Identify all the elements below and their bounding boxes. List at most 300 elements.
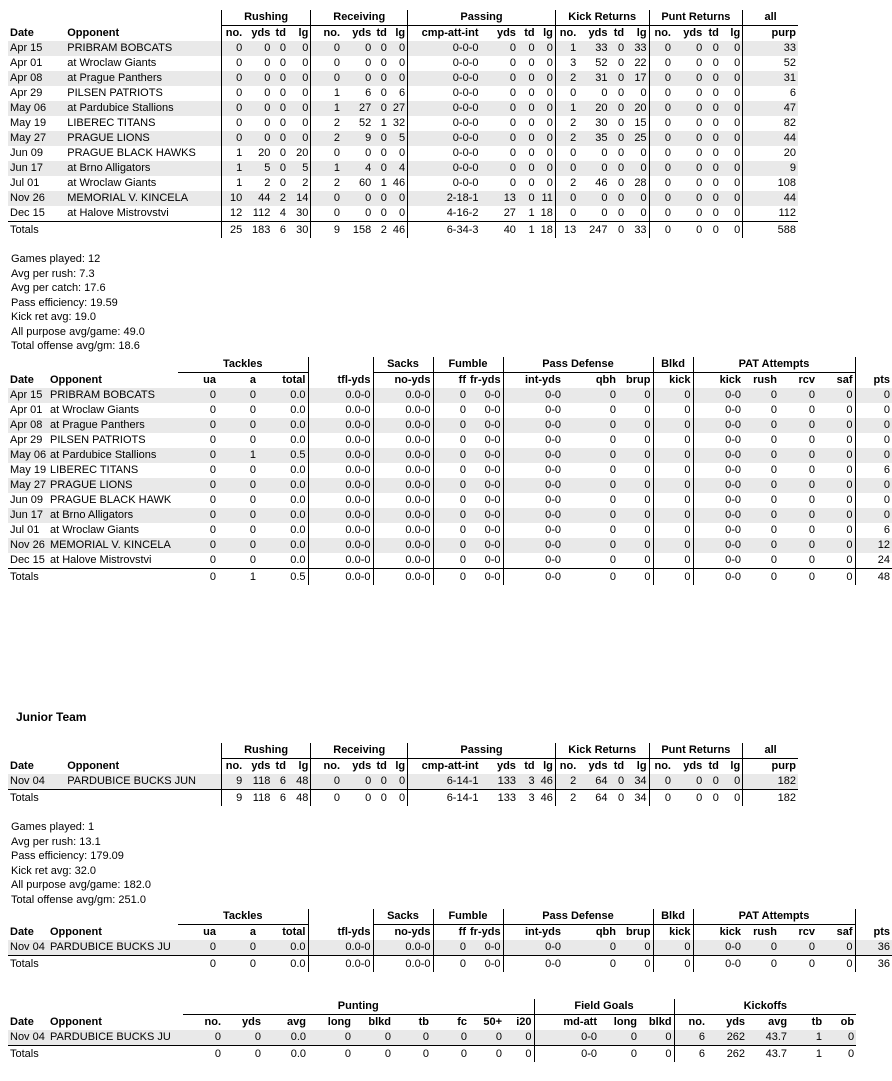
table-row: [8, 206, 798, 222]
totals-cell: 0: [770, 958, 777, 970]
table-cell: 0-0-0: [408, 41, 481, 56]
table-cell: 0: [221, 41, 244, 56]
totals-cell: 2: [555, 790, 578, 807]
totals-cell: 0: [644, 958, 651, 970]
table-cell: 0: [433, 523, 468, 538]
table-cell: 0: [279, 87, 286, 99]
column-header: kick: [693, 925, 743, 941]
table-cell: May 06: [8, 101, 65, 116]
table-cell: 0: [855, 478, 892, 493]
table-row: [8, 146, 798, 161]
table-cell: Nov 26: [8, 538, 48, 553]
column-header: no-yds: [373, 925, 433, 941]
table-cell: 0-0-0: [408, 56, 481, 71]
table-cell: 0: [712, 177, 719, 189]
table-cell: 0: [528, 177, 535, 189]
group-header: Passing: [408, 743, 556, 759]
column-header: ob: [840, 1016, 855, 1028]
summary-line: Pass efficiency: 19.59: [11, 296, 118, 309]
table-cell: 0: [653, 403, 693, 418]
table-cell: 0: [528, 147, 535, 159]
table-cell: 0: [563, 418, 618, 433]
table-cell: 0: [734, 177, 741, 189]
table-cell: 6: [365, 87, 372, 99]
table-cell: Jun 17: [8, 508, 48, 523]
table-cell: 0: [563, 448, 618, 463]
column-header-row: [8, 26, 798, 42]
table-cell: 0: [288, 101, 311, 116]
totals-cell: 6-34-3: [408, 222, 481, 239]
column-header: yds: [588, 760, 608, 772]
junior-defense-table: [8, 909, 892, 972]
table-cell: 0: [537, 71, 556, 86]
table-cell: 0: [563, 478, 618, 493]
table-cell: 0: [504, 1030, 534, 1046]
table-cell: 0: [221, 56, 244, 71]
group-header: Receiving: [311, 10, 408, 26]
table-cell: 0: [779, 388, 817, 403]
table-cell: 0-0-0: [408, 116, 481, 131]
table-cell: 0-0: [503, 433, 563, 448]
table-cell: 0: [704, 41, 721, 56]
table-cell: 0: [712, 147, 719, 159]
table-cell: 43.7: [747, 1030, 789, 1046]
table-cell: 0: [546, 147, 553, 159]
column-header: fc: [457, 1016, 467, 1028]
table-cell: 0: [221, 86, 244, 101]
column-header: Date: [10, 26, 34, 39]
table-cell: May 06: [10, 449, 47, 461]
totals-cell: Totals: [10, 224, 39, 236]
varsity-defense-table: [8, 357, 892, 585]
table-cell: 0: [218, 478, 258, 493]
table-cell: 0: [178, 418, 218, 433]
column-header: no.: [555, 759, 578, 775]
table-cell: 1: [221, 176, 244, 191]
table-cell: Nov 26: [8, 191, 65, 206]
table-cell: 0: [518, 101, 537, 116]
table-row: [8, 1030, 856, 1046]
totals-cell: 0: [214, 1048, 221, 1060]
table-cell: 0: [673, 206, 704, 222]
table-row: [8, 131, 798, 146]
table-cell: Apr 29: [10, 87, 43, 99]
table-cell: 30: [595, 117, 608, 129]
table-cell: 0-0: [484, 524, 501, 536]
totals-cell: [48, 569, 178, 586]
table-cell: 0: [626, 191, 649, 206]
summary-line: Avg per rush: 13.1: [11, 835, 101, 848]
table-cell: 0: [518, 161, 537, 176]
table-cell: LIBEREC TITANS: [50, 464, 139, 476]
table-cell: 0-0: [503, 523, 563, 538]
table-cell: 0: [808, 494, 815, 506]
table-cell: 0: [653, 538, 693, 553]
table-cell: 44: [244, 191, 272, 206]
table-cell: 1: [380, 177, 387, 189]
table-cell: 0-0: [468, 553, 503, 569]
group-header: Receiving: [311, 743, 408, 759]
table-cell: 0: [817, 508, 855, 523]
table-cell: 47: [743, 101, 798, 116]
table-cell: 0-0: [503, 493, 563, 508]
totals-cell: 0-0: [693, 956, 743, 973]
table-cell: 0: [743, 538, 779, 553]
table-cell: 0: [696, 57, 703, 69]
table-cell: 0: [653, 388, 693, 403]
column-header: lg: [395, 760, 406, 772]
table-cell: 0-0-0: [408, 161, 481, 176]
column-header: blkd: [648, 1016, 672, 1028]
table-cell: 0: [808, 434, 815, 446]
table-cell: 0-0-0: [408, 146, 481, 161]
totals-cell: 64: [595, 792, 608, 804]
column-header: td: [275, 27, 286, 39]
table-cell: 46: [392, 177, 406, 189]
table-cell: 0: [743, 388, 779, 403]
table-cell: 12: [221, 206, 244, 222]
table-cell: 0: [609, 494, 616, 506]
totals-cell: 0.0: [290, 958, 306, 970]
column-header: qbh: [595, 926, 616, 938]
group-header: Fumble: [433, 357, 503, 373]
table-cell: 0: [264, 57, 271, 69]
column-header: td: [376, 760, 387, 772]
totals-cell: 0: [734, 792, 741, 804]
table-cell: 0: [770, 464, 777, 476]
table-row: [8, 176, 798, 191]
table-cell: 0: [365, 147, 372, 159]
table-cell: 0: [855, 433, 892, 448]
column-header: tfl-yds: [308, 925, 373, 941]
totals-cell: 0: [712, 224, 719, 236]
table-cell: 0: [342, 191, 373, 206]
group-header: Pass Defense: [503, 357, 653, 373]
column-header: no.: [674, 1015, 707, 1031]
table-cell: 0: [218, 388, 258, 403]
table-cell: 9: [342, 131, 373, 146]
table-cell: 0: [609, 404, 616, 416]
column-header-row: [8, 925, 892, 941]
table-cell: PRAGUE LIONS: [48, 478, 178, 493]
table-cell: 0: [673, 191, 704, 206]
table-cell: 0.0-0: [308, 523, 373, 538]
table-cell: 0: [221, 131, 244, 146]
table-cell: at Halove Mistrovstvi: [48, 553, 178, 569]
table-cell: Dec 15: [8, 553, 48, 569]
summary-line: Games played: 1: [11, 821, 95, 833]
table-cell: 0: [249, 524, 256, 536]
table-cell: 10: [221, 191, 244, 206]
table-cell: PRAGUE BLACK HAWKS: [67, 147, 196, 159]
totals-cell: 0: [384, 1048, 391, 1060]
table-cell: 0: [653, 508, 693, 523]
table-cell: 0: [537, 101, 556, 116]
table-cell: 0: [734, 117, 741, 129]
table-cell: 0: [433, 940, 468, 956]
table-cell: 0: [563, 940, 618, 956]
table-cell: 0: [537, 41, 556, 56]
totals-cell: 0: [618, 792, 625, 804]
table-cell: 44: [743, 131, 798, 146]
table-cell: 0: [218, 538, 258, 553]
table-cell: 0: [373, 191, 389, 206]
table-cell: 0: [178, 388, 218, 403]
table-row: [8, 191, 798, 206]
group-header-row: [8, 743, 798, 759]
table-cell: 0: [640, 87, 647, 99]
table-cell: 0: [779, 508, 817, 523]
totals-cell: 0: [609, 958, 616, 970]
table-cell: 0: [480, 161, 517, 176]
column-header: 50+: [483, 1016, 502, 1028]
group-header-row: [8, 999, 856, 1015]
totals-cell: 6: [674, 1046, 707, 1063]
table-cell: 1: [221, 161, 244, 176]
table-cell: 6-14-1: [408, 774, 481, 790]
totals-cell: 9: [311, 222, 342, 239]
totals-cell: 0-0: [484, 958, 501, 970]
column-header: lg: [543, 760, 553, 772]
table-cell: 0: [311, 56, 342, 71]
table-cell: Nov 04: [8, 940, 48, 956]
table-cell: 0: [808, 524, 815, 536]
table-cell: 0: [653, 940, 693, 956]
totals-cell: 48: [855, 569, 892, 586]
summary-line: Total offense avg/gm: 251.0: [11, 893, 146, 906]
table-cell: Apr 08: [8, 418, 48, 433]
table-cell: at Wroclaw Giants: [67, 177, 157, 189]
column-header: lg: [730, 760, 741, 772]
table-cell: 0: [855, 448, 892, 463]
table-cell: 0.0-0: [308, 478, 373, 493]
table-cell: 0: [609, 71, 626, 86]
group-header: Passing: [408, 10, 556, 26]
table-cell: PRIBRAM BOBCATS: [65, 41, 221, 56]
table-cell: 2: [555, 116, 578, 131]
summary-line: Kick ret avg: 32.0: [11, 864, 96, 877]
table-cell: 0-0: [503, 553, 563, 569]
table-cell: 1: [311, 161, 342, 176]
table-cell: 0: [578, 161, 609, 176]
table-cell: 0: [209, 404, 216, 416]
table-cell: 0: [272, 41, 288, 56]
table-cell: 0.0-0: [308, 448, 373, 463]
totals-cell: 9: [221, 790, 244, 807]
table-cell: 1: [518, 206, 537, 222]
table-cell: 0: [389, 41, 408, 56]
table-cell: 0: [609, 464, 616, 476]
table-row: [8, 161, 798, 176]
table-cell: 0: [649, 191, 673, 206]
table-cell: 0.0-0: [373, 403, 433, 418]
table-cell: 0: [546, 117, 553, 129]
table-cell: 0.0: [290, 434, 306, 446]
varsity-offense-table: [8, 10, 798, 238]
table-cell: at Wroclaw Giants: [50, 524, 140, 536]
table-cell: 0: [433, 433, 468, 448]
table-cell: Jul 01: [10, 177, 40, 189]
table-cell: 48: [288, 774, 311, 790]
table-cell: 0.0-0: [373, 508, 433, 523]
junior-offense-table: [8, 743, 798, 806]
table-cell: 27: [480, 206, 517, 222]
table-cell: 0: [618, 117, 625, 129]
totals-cell: 0: [311, 790, 342, 807]
totals-cell: [65, 222, 221, 239]
table-cell: 0-0: [503, 388, 563, 403]
table-cell: 20: [626, 101, 649, 116]
table-cell: 0: [824, 1030, 856, 1046]
table-cell: 0: [704, 191, 721, 206]
totals-cell: 2: [380, 224, 387, 236]
table-cell: May 27: [8, 131, 65, 146]
column-header: int-yds: [503, 373, 563, 389]
table-row: [8, 71, 798, 86]
table-cell: 0: [779, 553, 817, 569]
table-cell: 0: [389, 774, 408, 790]
table-cell: 0: [509, 117, 516, 129]
summary-line: Kick ret avg: 19.0: [11, 311, 96, 323]
table-cell: 3: [518, 774, 537, 790]
column-header: yds: [251, 760, 271, 772]
table-cell: 0: [272, 131, 288, 146]
table-cell: 15: [634, 117, 647, 129]
table-cell: 0: [302, 57, 309, 69]
column-header: int-yds: [503, 925, 563, 941]
table-cell: 0: [528, 117, 535, 129]
totals-row: [8, 1046, 856, 1063]
table-row: [8, 418, 892, 433]
table-cell: 0-0: [693, 388, 743, 403]
column-header: td: [376, 27, 387, 39]
totals-cell: Totals: [10, 571, 39, 583]
column-header-row: [8, 759, 798, 775]
table-cell: 0: [249, 404, 256, 416]
table-cell: 0: [653, 463, 693, 478]
table-cell: 1: [555, 41, 578, 56]
table-cell: 0: [555, 86, 578, 101]
table-cell: 0: [433, 403, 468, 418]
column-header: yds: [352, 27, 372, 39]
table-cell: 0.0-0: [373, 448, 433, 463]
summary-line: All purpose avg/game: 49.0: [11, 325, 145, 338]
group-header: Pass Defense: [503, 909, 653, 925]
table-cell: 0: [704, 131, 721, 146]
table-cell: 0: [546, 177, 553, 189]
group-header: Punt Returns: [649, 743, 743, 759]
totals-cell: 0: [525, 1048, 532, 1060]
totals-cell: 0: [609, 571, 616, 583]
column-header: yds: [496, 760, 516, 772]
table-cell: 0-0: [693, 553, 743, 569]
table-cell: 0: [578, 191, 609, 206]
table-cell: 1: [555, 101, 578, 116]
table-cell: 0: [555, 191, 578, 206]
totals-cell: 3: [528, 792, 535, 804]
table-cell: 0: [546, 57, 553, 69]
table-cell: 0.0: [258, 538, 308, 553]
column-header: yds: [726, 1016, 746, 1028]
column-header: no.: [649, 759, 673, 775]
table-cell: at Pardubice Stallions: [65, 101, 221, 116]
table-cell: 0: [601, 147, 608, 159]
table-cell: 2: [555, 71, 578, 86]
table-cell: 0: [618, 553, 653, 569]
table-cell: 0-0-0: [408, 86, 481, 101]
table-cell: 0: [770, 524, 777, 536]
table-cell: 0: [308, 1030, 353, 1046]
table-row: [8, 86, 798, 101]
totals-cell: 183: [251, 224, 271, 236]
table-cell: 36: [855, 940, 892, 956]
table-cell: 0: [817, 478, 855, 493]
table-cell: 1: [380, 117, 387, 129]
table-cell: 44: [743, 191, 798, 206]
totals-cell: 0: [770, 571, 777, 583]
table-cell: 0: [770, 404, 777, 416]
column-header: avg: [287, 1016, 306, 1028]
totals-cell: 0: [653, 956, 693, 973]
table-cell: 0: [609, 131, 626, 146]
totals-cell: 33: [634, 224, 647, 236]
table-cell: 0: [209, 494, 216, 506]
table-cell: PRAGUE LIONS: [65, 131, 221, 146]
table-cell: 52: [359, 117, 372, 129]
table-cell: 0: [373, 41, 389, 56]
junior-summary: [11, 820, 151, 907]
table-cell: 0: [779, 940, 817, 956]
group-header: Punt Returns: [649, 10, 743, 26]
totals-cell: 40: [503, 224, 516, 236]
table-cell: 0.0-0: [373, 478, 433, 493]
totals-cell: Totals: [10, 1048, 39, 1060]
table-cell: 0: [649, 116, 673, 131]
table-cell: 0: [653, 433, 693, 448]
group-header: all: [743, 743, 798, 759]
table-cell: 0: [244, 131, 272, 146]
table-row: [8, 56, 798, 71]
table-cell: 2: [311, 116, 342, 131]
totals-cell: 262: [726, 1048, 746, 1060]
table-cell: 0-0: [468, 388, 503, 403]
table-cell: 0: [183, 1030, 223, 1046]
totals-cell: 0: [344, 1048, 351, 1060]
column-header: no.: [221, 26, 244, 42]
table-cell: 0: [618, 940, 653, 956]
table-cell: 0: [696, 147, 703, 159]
totals-cell: 0: [618, 224, 625, 236]
table-cell: 0: [311, 71, 342, 86]
table-cell: 0: [743, 508, 779, 523]
table-cell: PARDUBICE BUCKS JU: [48, 1030, 183, 1046]
table-cell: 0: [537, 161, 556, 176]
table-cell: 0.0: [290, 524, 306, 536]
totals-cell: 13: [555, 222, 578, 239]
table-cell: 0: [609, 101, 626, 116]
column-header: cmp-att-int: [408, 26, 481, 42]
table-cell: 0: [221, 116, 244, 131]
table-cell: 112: [743, 206, 798, 222]
totals-cell: 0-0: [693, 569, 743, 586]
table-cell: 0: [244, 101, 272, 116]
table-cell: Apr 29: [10, 434, 43, 446]
table-cell: 0.0-0: [308, 553, 373, 569]
column-header: td: [613, 27, 625, 39]
table-cell: 0.0-0: [308, 508, 373, 523]
table-cell: 0: [373, 161, 389, 176]
table-cell: 0: [649, 161, 673, 176]
